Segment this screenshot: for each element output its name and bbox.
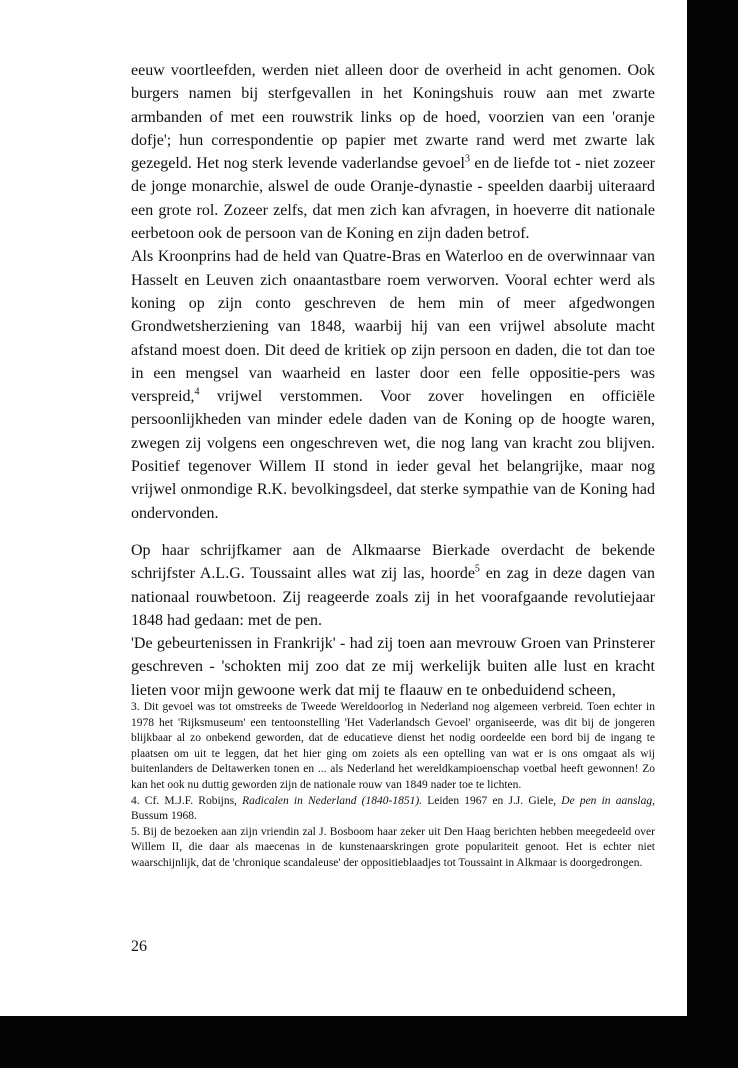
footnote-3: 3. Dit gevoel was tot omstreeks de Tweede Wereldoorlog in Nederland nog algemeen verbreid. Toen echter in 1978 het 'Rijksmuseum' een tentoonstelling 'Het Vaderlandsch Gevoel' organiseerde, was dit bij de jongeren blijkbaar al zo onbekend geworden, dat de educatieve dienst het nodig oordeelde een bord bij de ingang te plaatsen om uit te leggen, dat het hier ging om zoiets als een optelling van wat er is ons omgaat als wij buitenlanders de Deltawerken tonen en ... als Nederland het wereldkampioenschap voetbal heeft gewonnen! Zo kan het ook nu duttig geworden zijn de nationale rouw van 1849 nader toe te lichten. [131,701,655,791]
footnote-ref: 5 [474,563,480,575]
footnote-4: 4. Cf. M.J.F. Robijns, Radicalen in Nederland (1840-1851). Leiden 1967 en J.J. Giele, De pen in aanslag, Bussum 1968. [131,794,655,823]
scan-border-bottom [0,1016,738,1068]
page-number: 26 [131,938,147,955]
scan-border-right [687,0,738,1068]
paragraph: Als Kroonprins had de held van Quatre-Bras en Waterloo en de overwinnaar van Hasselt en Leuven zich onaantastbare roem verworven. Vooral echter werd als koning op zijn conto geschreven de hem min of meer afgedwongen Grondwetsherziening van 1848, waarbij hij van een vrijwel absolute macht afstand moest doen. Dit deed de kritiek op zijn persoon en daden, die tot dan toe in een mengsel van waarheid en laster door een felle oppositie-pers was verspreid,$^4$ vrijwel verstommen. Voor zover hovelingen en officiële persoonlijkheden van minder edele daden van de Koning op de hoogte waren, zwegen zij volgens een ongeschreven wet, die nog lang van kracht zou blijven. Positief tegenover Willem II stond in ieder geval het belangrijke, maar nog vrijwel onmondige R.K. bevolkingsdeel, dat sterke sympathie van de Koning had ondervonden. [131,248,655,522]
footnote-5: 5. Bij de bezoeken aan zijn vriendin zal J. Bosboom haar zeker uit Den Haag berichten hebben meegedeeld over Willem II, die daar als maecenas in de kunstenaarskringen grote populariteit genoot. Het is echter niet waarschijnlijk, dat de 'chronique scandaleuse' der oppositieblaadjes tot Toussaint in Alkmaar is doorgedrongen. [131,825,655,869]
footnote-ref: 4 [194,386,200,398]
body-text [131,59,655,702]
paragraph: eeuw voortleefden, werden niet alleen door de overheid in acht genomen. Ook burgers namen bij sterfgevallen in het Koningshuis rouw aan met zwarte armbanden of met een rouwstrik links op de hoed, voorzien van een 'oranje dofje'; hun correspondentie op papier met zwarte rand werd met zwarte lak gezegeld. Het nog sterk levende vaderlandse gevoel$^3$ en de liefde tot - niet zozeer de jonge monarchie, alswel de oude Oranje-dynastie - speelden daarbij uiteraard een grote rol. Zozeer zelfs, dat men zich kan afvragen, in hoeverre dit nationale eerbetoon ook de persoon van de Koning en zijn daden betrof. [131,62,655,243]
paragraph: Op haar schrijfkamer aan de Alkmaarse Bierkade overdacht de bekende schrijfster A.L.G. Toussaint alles wat zij las, hoorde$^5$ en zag in deze dagen van nationaal rouwbetoon. Zij reageerde zoals zij in het voorafgaande revolutiejaar 1848 had gedaan: met de pen. [131,541,656,629]
paragraph: 'De gebeurtenissen in Frankrijk' - had zij toen aan mevrouw Groen van Prinsterer geschreven - 'schokten mij zoo dat ze mij werkelijk buiten alle lust en kracht lieten voor mijn gewoone werk dat mij te flaauw en te onbeduidend scheen, [131,635,655,699]
footnote-ref: 3 [464,153,470,165]
footnotes [131,700,655,872]
